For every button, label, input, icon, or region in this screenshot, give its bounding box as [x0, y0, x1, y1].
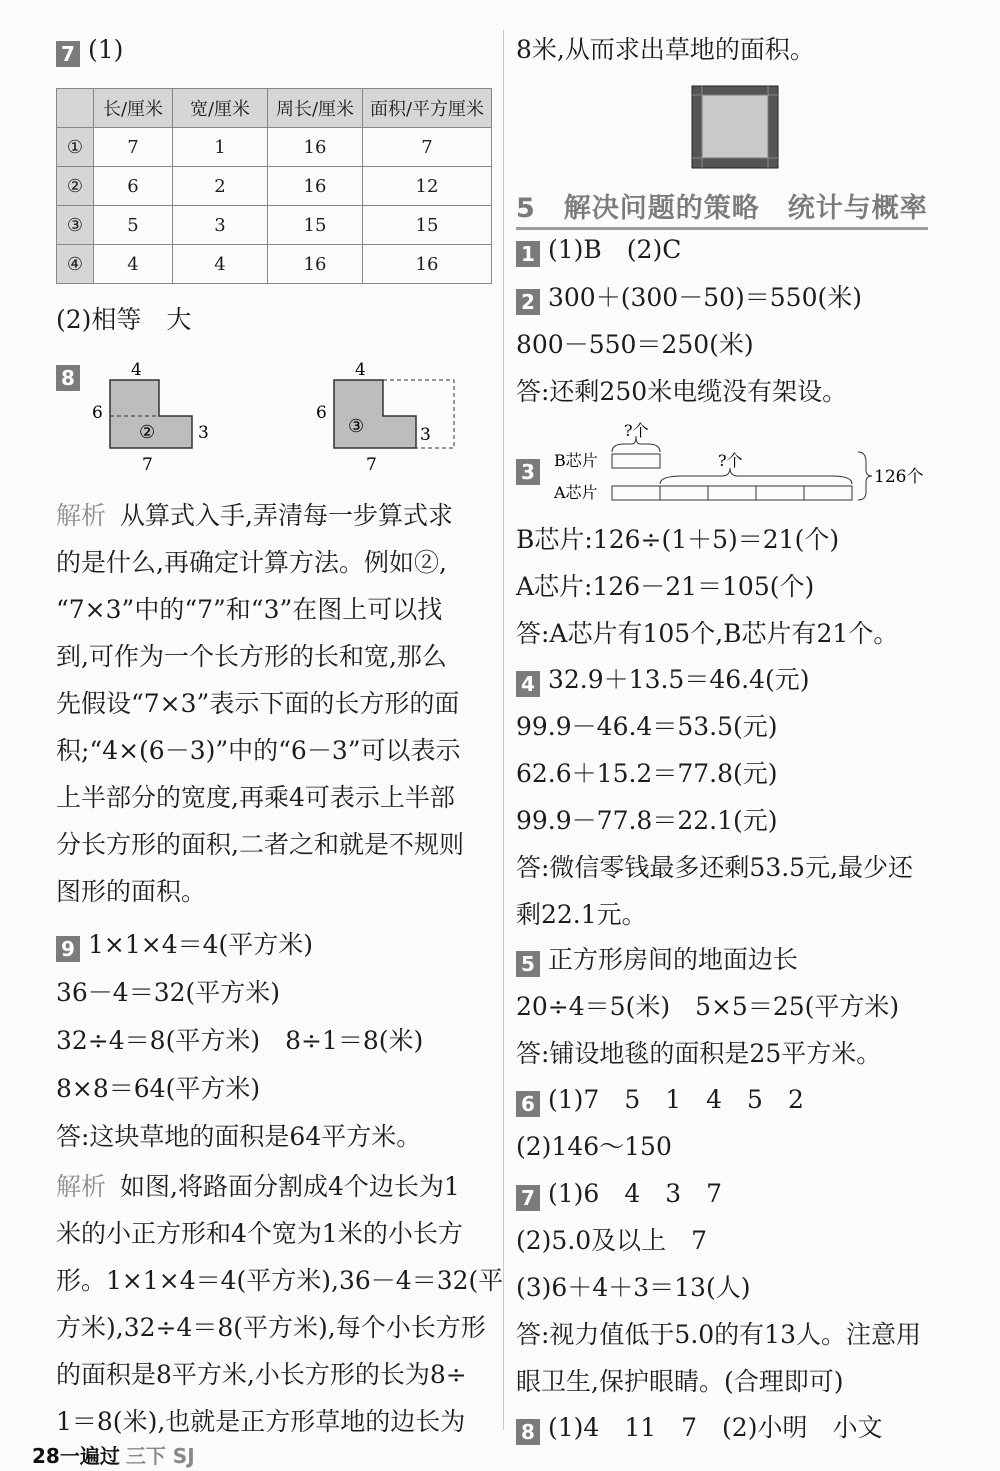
table-cell: 12 — [363, 167, 492, 206]
page-footer — [32, 1440, 195, 1469]
table-cell: 6 — [94, 167, 173, 206]
square-lawn-figure — [690, 84, 780, 170]
r-q3-number — [516, 452, 548, 485]
question-number: 8 — [516, 1419, 540, 1445]
analysis-1-line: 到,可作为一个长方形的长和宽,那么 — [56, 642, 447, 671]
question-number: 2 — [516, 289, 540, 315]
figure-mark: ③ — [348, 416, 365, 437]
r-q7-line: (2)5.0及以上 7 — [516, 1226, 708, 1255]
table-header-cell: 宽/厘米 — [173, 89, 268, 128]
chip-line-diagram — [552, 422, 932, 504]
column-divider — [503, 30, 504, 1430]
table-cell: 2 — [173, 167, 268, 206]
q7-text: (1)6 4 3 7 — [548, 1179, 723, 1208]
analysis-label: 解析 — [56, 501, 107, 530]
table-cell: ④ — [57, 245, 94, 284]
top-question: ?个 — [624, 422, 649, 440]
q9-text: 1×1×4＝4(平方米) — [88, 930, 314, 959]
brand-name: 一遍过 — [59, 1444, 120, 1468]
table-cell: 5 — [94, 206, 173, 245]
b-chip-label: B芯片 — [554, 451, 598, 470]
label-right: 3 — [198, 423, 209, 443]
question-number: 6 — [516, 1091, 540, 1117]
total-label: 126个 — [874, 467, 924, 487]
r-q7-answer: 答:视力值低于5.0的有13人。注意用 — [516, 1320, 921, 1349]
continued-text: 8米,从而求出草地的面积。 — [516, 35, 815, 64]
b-chip-bar — [612, 454, 660, 468]
analysis-2-line: 米的小正方形和4个宽为1米的小长方 — [56, 1219, 463, 1248]
analysis-text: 从算式入手,弄清每一步算式求 — [120, 501, 453, 530]
q4-text: 32.9＋13.5＝46.4(元) — [548, 665, 810, 694]
r-q8-line — [516, 1412, 882, 1445]
question-number: 9 — [56, 936, 80, 962]
q7-part1-label: (1) — [88, 35, 124, 64]
table-cell: 15 — [363, 206, 492, 245]
analysis-2-line: 方米),32÷4＝8(平方米),每个小长方形 — [56, 1313, 486, 1342]
table-row — [57, 206, 492, 245]
q9-line — [56, 929, 313, 962]
table-row — [57, 128, 492, 167]
r-q4-line — [516, 664, 810, 697]
r-q5-answer: 答:铺设地毯的面积是25平方米。 — [516, 1039, 882, 1068]
r-q7-line — [516, 1178, 722, 1211]
analysis-1-line: 积;“4×(6－3)”中的“6－3”可以表示 — [56, 736, 461, 765]
grade-label: 三下 SJ — [125, 1444, 195, 1468]
l-shape-figure-3 — [308, 358, 468, 478]
table-header-row — [57, 89, 492, 128]
q7-table — [56, 88, 492, 284]
table-header-cell: 面积/平方厘米 — [363, 89, 492, 128]
r-q2-answer: 答:还剩250米电缆没有架设。 — [516, 377, 848, 406]
a-chip-bar — [612, 486, 852, 500]
table-cell: ② — [57, 167, 94, 206]
table-cell: 16 — [268, 167, 363, 206]
r-q2-line — [516, 282, 862, 315]
q9-line: 36－4＝32(平方米) — [56, 978, 281, 1007]
analysis-1-line — [56, 500, 453, 532]
l-shape-figure-2 — [84, 358, 234, 478]
analysis-2-line: 形。1×1×4＝4(平方米),36－4＝32(平 — [56, 1266, 504, 1295]
label-bottom: 7 — [366, 455, 377, 475]
table-header-cell: 长/厘米 — [94, 89, 173, 128]
q9-line: 8×8＝64(平方米) — [56, 1074, 261, 1103]
q8-text: (1)4 11 7 (2)小明 小文 — [548, 1413, 883, 1442]
analysis-1-line: 上半部分的宽度,再乘4可表示上半部 — [56, 783, 455, 812]
label-top: 4 — [355, 360, 366, 380]
table-cell: ① — [57, 128, 94, 167]
analysis-2-line: 的面积是8平方米,小长方形的长为8÷ — [56, 1360, 467, 1389]
total-brace — [858, 452, 872, 500]
analysis-1-line: “7×3”中的“7”和“3”在图上可以找 — [56, 595, 443, 624]
r-q6-line — [516, 1084, 804, 1117]
question-number: 5 — [516, 951, 540, 977]
section-title: 5 解决问题的策略 统计与概率 — [516, 186, 928, 230]
r-q5-line — [516, 944, 798, 977]
page-number: 28 — [32, 1444, 60, 1468]
r-q3-answer: 答:A芯片有105个,B芯片有21个。 — [516, 619, 899, 648]
q5-text: 正方形房间的地面边长 — [548, 945, 799, 974]
q9-answer: 答:这块草地的面积是64平方米。 — [56, 1122, 422, 1151]
a-chip-label: A芯片 — [554, 483, 598, 502]
q2-text: 300＋(300－50)＝550(米) — [548, 283, 862, 312]
table-cell: 3 — [173, 206, 268, 245]
table-cell: 16 — [268, 245, 363, 284]
table-cell: 4 — [94, 245, 173, 284]
table-row — [57, 245, 492, 284]
label-top: 4 — [131, 360, 142, 380]
r-q4-line: 62.6＋15.2＝77.8(元) — [516, 759, 778, 788]
table-cell: 16 — [363, 245, 492, 284]
q1-text: (1)B (2)C — [548, 235, 682, 264]
table-cell: 1 — [173, 128, 268, 167]
table-header-cell — [57, 89, 94, 128]
analysis-1-line: 的是什么,再确定计算方法。例如②, — [56, 548, 447, 577]
r-q7-answer: 眼卫生,保护眼睛。(合理即可) — [516, 1367, 844, 1396]
table-cell: 7 — [94, 128, 173, 167]
q7-heading — [56, 34, 123, 67]
q9-line: 32÷4＝8(平方米) 8÷1＝8(米) — [56, 1026, 424, 1055]
table-cell: 15 — [268, 206, 363, 245]
analysis-label: 解析 — [56, 1172, 107, 1201]
question-number: 3 — [516, 459, 540, 485]
question-number: 4 — [516, 671, 540, 697]
analysis-2-line — [56, 1171, 460, 1203]
r-q4-answer: 剩22.1元。 — [516, 900, 647, 929]
table-header-cell: 周长/厘米 — [268, 89, 363, 128]
r-q1 — [516, 234, 681, 267]
mid-brace — [660, 468, 852, 484]
l-shape — [334, 380, 416, 448]
r-q3-line: B芯片:126÷(1＋5)＝21(个) — [516, 525, 840, 554]
r-q3-line: A芯片:126－21＝105(个) — [516, 572, 815, 601]
figure-mark: ② — [139, 422, 156, 443]
label-right: 3 — [420, 425, 431, 445]
q7-part2: (2)相等 大 — [56, 305, 192, 334]
label-left: 6 — [92, 403, 103, 423]
analysis-1-line: 先假设“7×3”表示下面的长方形的面 — [56, 689, 460, 718]
r-q5-line: 20÷4＝5(米) 5×5＝25(平方米) — [516, 992, 900, 1021]
r-q4-line: 99.9－46.4＝53.5(元) — [516, 712, 778, 741]
label-bottom: 7 — [142, 455, 153, 475]
table-cell: 16 — [268, 128, 363, 167]
table-cell: 7 — [363, 128, 492, 167]
label-left: 6 — [316, 403, 327, 423]
r-q6-line: (2)146～150 — [516, 1132, 672, 1161]
table-cell: ③ — [57, 206, 94, 245]
analysis-text: 如图,将路面分割成4个边长为1 — [120, 1172, 460, 1201]
table-row — [57, 167, 492, 206]
r-q4-answer: 答:微信零钱最多还剩53.5元,最少还 — [516, 853, 914, 882]
analysis-2-line: 1＝8(米),也就是正方形草地的边长为 — [56, 1407, 466, 1436]
analysis-1-line: 图形的面积。 — [56, 877, 207, 906]
inner-square — [702, 95, 768, 158]
r-q7-line: (3)6＋4＋3＝13(人) — [516, 1273, 751, 1302]
question-number: 7 — [56, 41, 80, 67]
question-number: 7 — [516, 1185, 540, 1211]
mid-question: ?个 — [718, 451, 743, 470]
analysis-1-line: 分长方形的面积,二者之和就是不规则 — [56, 830, 464, 859]
table-cell: 4 — [173, 245, 268, 284]
q6-text: (1)7 5 1 4 5 2 — [548, 1085, 804, 1114]
question-number: 8 — [56, 365, 80, 391]
question-number: 1 — [516, 241, 540, 267]
r-q2-line: 800－550＝250(米) — [516, 330, 754, 359]
r-q4-line: 99.9－77.8＝22.1(元) — [516, 806, 778, 835]
